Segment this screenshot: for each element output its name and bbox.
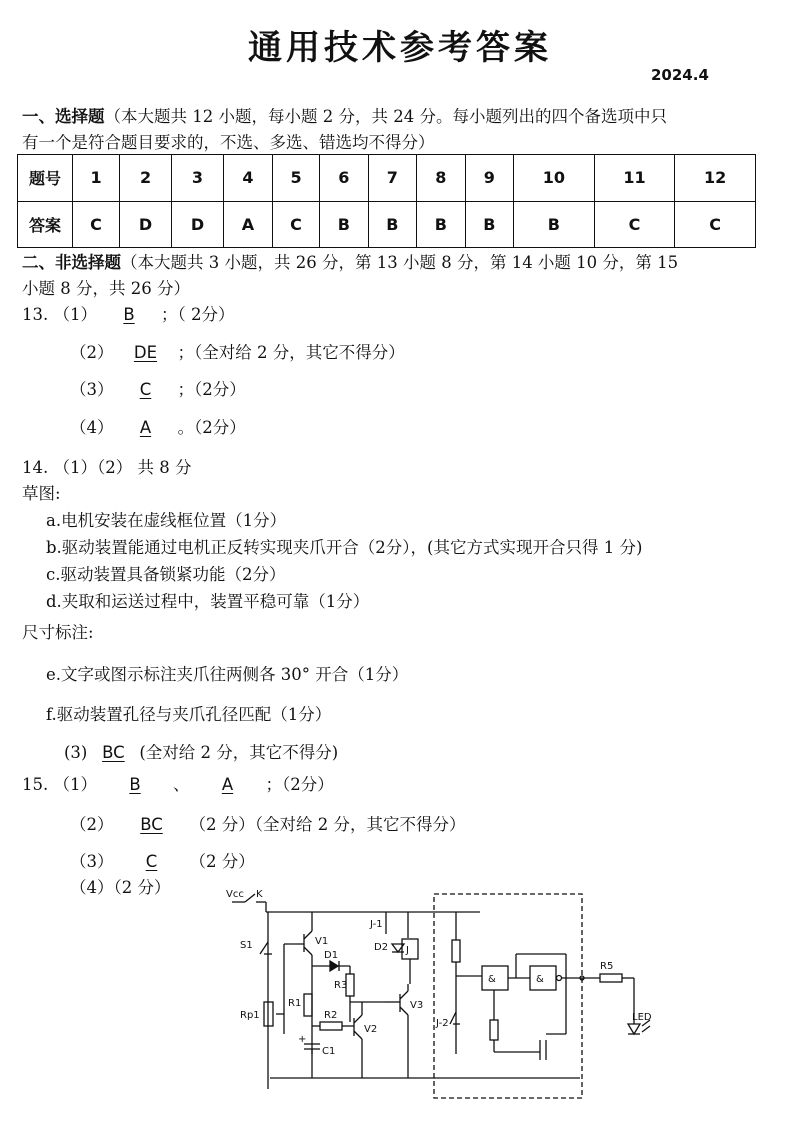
transistor-v2 bbox=[354, 1002, 362, 1078]
label-c1-plus: + bbox=[298, 1034, 307, 1045]
answer-value: B bbox=[123, 305, 135, 324]
label-j: J bbox=[406, 945, 409, 956]
item-note: ；（2分） bbox=[265, 775, 334, 794]
table-cell: C bbox=[594, 201, 675, 248]
resistor-r2 bbox=[320, 1022, 342, 1030]
item-num: （1） bbox=[53, 775, 97, 794]
label-vcc: Vcc bbox=[226, 889, 244, 900]
item-note: ；（ 2分） bbox=[161, 305, 235, 324]
dimension-item-e: e.文字或图示标注夹爪往两侧各 30° 开合（1分） bbox=[46, 665, 409, 684]
table-cell: 8 bbox=[417, 155, 466, 202]
item-note: ；（全对给 2 分，其它不得分） bbox=[177, 343, 405, 362]
q13-label: 13. bbox=[22, 305, 49, 324]
label-r2: R2 bbox=[324, 1010, 338, 1021]
label-and1: & bbox=[488, 974, 496, 985]
table-row-number bbox=[18, 155, 756, 202]
table-cell: B bbox=[465, 201, 514, 248]
table-cell: B bbox=[320, 201, 369, 248]
item-note: ；（2分） bbox=[177, 380, 246, 399]
table-cell: C bbox=[273, 201, 320, 248]
capacitor-c1 bbox=[304, 1044, 320, 1078]
q13-item-1 bbox=[22, 302, 235, 328]
q14-label: 14. bbox=[22, 458, 49, 477]
table-cell: B bbox=[368, 201, 417, 248]
table-cell: 11 bbox=[594, 155, 675, 202]
switch-j2 bbox=[450, 1012, 460, 1024]
resistor-pullup bbox=[452, 940, 460, 962]
q15-item-4 bbox=[70, 875, 171, 901]
label-j1: J-1 bbox=[370, 919, 383, 930]
table-cell: 5 bbox=[273, 155, 320, 202]
answer-value: DE bbox=[133, 343, 158, 362]
label-c1: C1 bbox=[322, 1046, 336, 1057]
table-row-answer bbox=[18, 201, 756, 248]
table-cell: 1 bbox=[73, 155, 120, 202]
section1-desc2: 有一个是符合题目要求的，不选、多选、错选均不得分） bbox=[22, 133, 435, 152]
label-v3: V3 bbox=[410, 1000, 424, 1011]
item-note: （2 分） bbox=[189, 852, 255, 871]
item-num: (3) bbox=[64, 743, 88, 762]
table-cell: B bbox=[514, 201, 595, 248]
table-cell: 6 bbox=[320, 155, 369, 202]
date: 2024.4 bbox=[651, 66, 709, 84]
transistor-v3 bbox=[385, 984, 408, 1078]
label-rp1: Rp1 bbox=[240, 1010, 260, 1021]
row-label-answer: 答案 bbox=[18, 201, 73, 248]
label-s1: S1 bbox=[240, 940, 253, 951]
separator: 、 bbox=[173, 775, 190, 794]
relay-j bbox=[402, 939, 418, 959]
label-j2: J-2 bbox=[436, 1018, 449, 1029]
label-d1: D1 bbox=[324, 950, 339, 961]
label-r5: R5 bbox=[600, 961, 614, 972]
item-num: （4） bbox=[70, 418, 114, 437]
table-cell: A bbox=[223, 201, 272, 248]
section2-desc1: （本大题共 3 小题，共 26 分，第 13 小题 8 分，第 14 小题 10 分，第 15 bbox=[121, 253, 679, 272]
table-cell: D bbox=[171, 201, 223, 248]
label-r3: R3 bbox=[334, 980, 348, 991]
table-cell: 3 bbox=[171, 155, 223, 202]
label-d2: D2 bbox=[374, 942, 389, 953]
table-cell: 10 bbox=[514, 155, 595, 202]
answer-value: C bbox=[139, 380, 152, 399]
table-cell: D bbox=[120, 201, 172, 248]
table-cell: 9 bbox=[465, 155, 514, 202]
q15-label: 15. bbox=[22, 775, 49, 794]
table-cell: C bbox=[73, 201, 120, 248]
q13-item-2 bbox=[70, 340, 405, 366]
label-v2: V2 bbox=[364, 1024, 378, 1035]
diode-d1 bbox=[312, 961, 350, 971]
label-led: LED bbox=[632, 1012, 652, 1023]
q13-item-3 bbox=[70, 377, 246, 403]
label-k: K bbox=[256, 889, 263, 900]
section1-desc1: （本大题共 12 小题，每小题 2 分，共 24 分。每小题列出的四个备选项中只 bbox=[104, 107, 667, 126]
section1-line1 bbox=[22, 104, 667, 130]
label-v1: V1 bbox=[315, 936, 329, 947]
item-num: （2） bbox=[70, 815, 114, 834]
label-and2: & bbox=[536, 974, 544, 985]
item-note: （2 分） bbox=[113, 878, 171, 897]
table-cell: 4 bbox=[223, 155, 272, 202]
q14-part3 bbox=[64, 740, 338, 766]
sketch-item-c: c.驱动装置具备锁紧功能（2分） bbox=[46, 565, 286, 584]
answer-value: BC bbox=[102, 743, 125, 762]
table-cell: 12 bbox=[675, 155, 756, 202]
item-note: 。（2分） bbox=[177, 418, 246, 437]
item-num: （1） bbox=[53, 305, 97, 324]
answer-value: B bbox=[129, 775, 141, 794]
q14-header bbox=[22, 455, 191, 481]
table-cell: B bbox=[417, 201, 466, 248]
section1-heading: 一、选择题 bbox=[22, 107, 105, 126]
table-cell: 7 bbox=[368, 155, 417, 202]
resistor-r1 bbox=[304, 994, 312, 1016]
label-r1: R1 bbox=[288, 998, 302, 1009]
dimension-label: 尺寸标注: bbox=[22, 623, 94, 642]
item-num: （3） bbox=[70, 380, 114, 399]
sketch-item-b: b.驱动装置能通过电机正反转实现夹爪开合（2分），(其它方式实现开合只得 1 分) bbox=[46, 538, 643, 557]
item-note: （2 分）（全对给 2 分，其它不得分） bbox=[189, 815, 466, 834]
item-num: （3） bbox=[70, 852, 114, 871]
table-cell: C bbox=[675, 201, 756, 248]
answer-value: C bbox=[145, 852, 158, 871]
section2-heading: 二、非选择题 bbox=[22, 253, 121, 272]
answer-value: BC bbox=[140, 815, 163, 834]
resistor-inner bbox=[490, 1020, 498, 1040]
q15-item-1 bbox=[22, 772, 334, 798]
answer-value: A bbox=[221, 775, 234, 794]
q15-item-3 bbox=[70, 849, 255, 875]
q15-item-2 bbox=[70, 812, 465, 838]
answer-table bbox=[17, 154, 756, 248]
section2-desc2: 小题 8 分，共 26 分） bbox=[22, 279, 190, 298]
item-num: （4） bbox=[70, 878, 114, 897]
switch-s1 bbox=[260, 942, 272, 954]
capacitor-inner bbox=[540, 1040, 546, 1060]
section2-line1 bbox=[22, 250, 678, 276]
q13-item-4 bbox=[70, 415, 246, 441]
page-title: 通用技术参考答案 bbox=[248, 28, 552, 68]
dimension-item-f: f.驱动装置孔径与夹爪孔径匹配（1分） bbox=[46, 705, 332, 724]
circuit-diagram bbox=[220, 884, 670, 1102]
table-cell: 2 bbox=[120, 155, 172, 202]
resistor-r5 bbox=[600, 974, 622, 982]
row-label-number: 题号 bbox=[18, 155, 73, 202]
sketch-label: 草图: bbox=[22, 484, 61, 503]
transistor-v1 bbox=[284, 912, 312, 1054]
sketch-item-a: a.电机安装在虚线框位置（1分） bbox=[46, 511, 287, 530]
answer-value: A bbox=[139, 418, 152, 437]
sketch-item-d: d.夹取和运送过程中，装置平稳可靠（1分） bbox=[46, 592, 370, 611]
item-num: （2） bbox=[70, 343, 114, 362]
item-note: (全对给 2 分，其它不得分) bbox=[139, 743, 339, 762]
q14-header-text: （1）（2） 共 8 分 bbox=[53, 458, 192, 477]
